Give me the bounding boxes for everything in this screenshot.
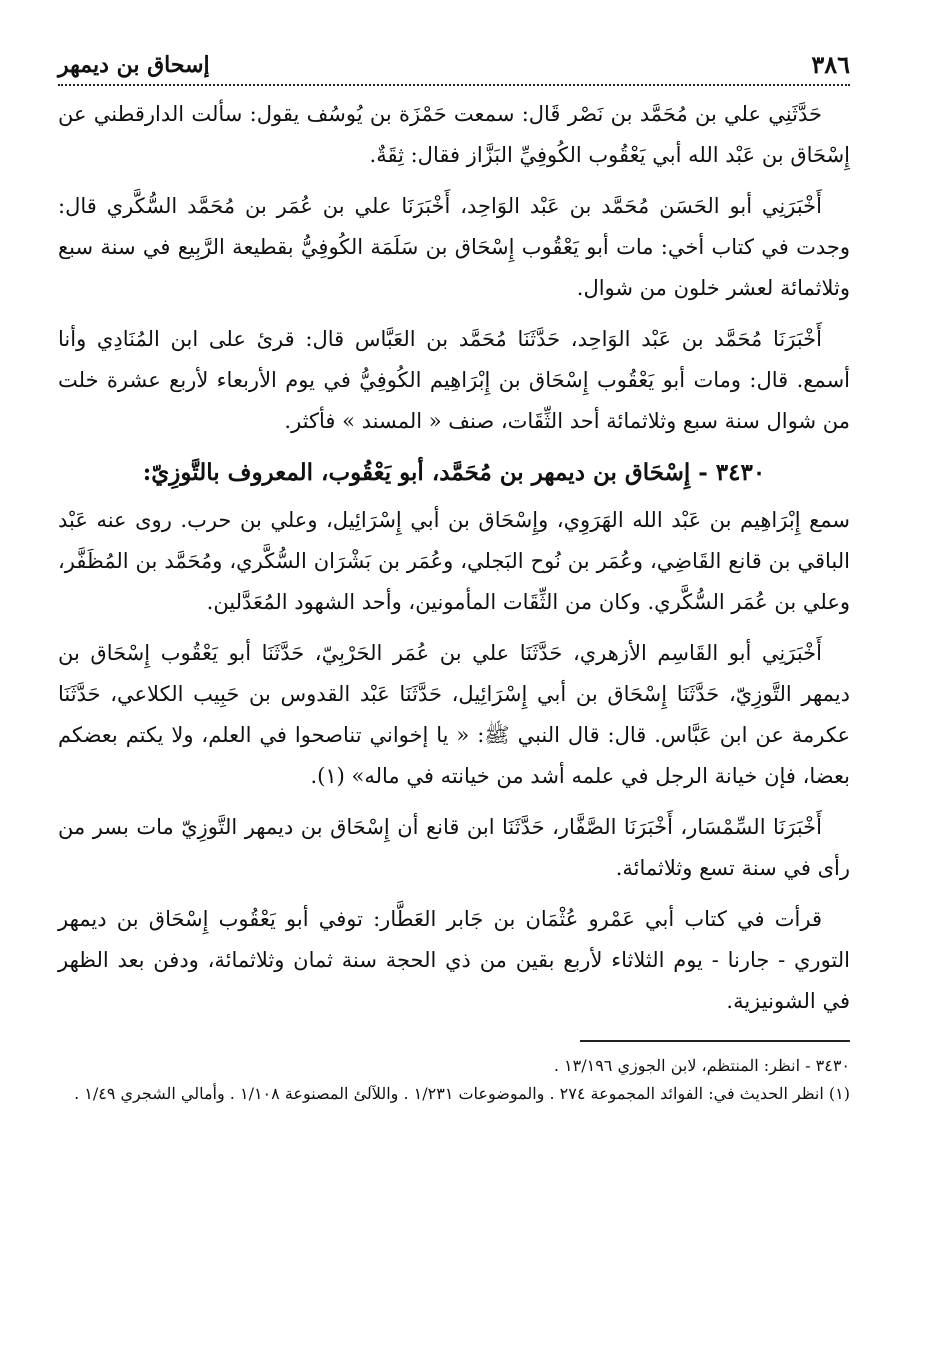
page-number: ٣٨٦ — [811, 50, 850, 79]
paragraph: سمع إِبْرَاهِيم بن عَبْد الله الهَرَوِي، وإِسْحَاق بن أبي إِسْرَائِيل، وعلي بن حرب. روى عنه عَبْد الباقي بن قانع القَاضِي، وعُمَر بن نُوح البَجلي، وعُمَر بن بَشْرَان السُّكَّري، ومُحَمَّد بن المُظَفَّر، وعلي بن عُمَر السُّكَّري. وكان من الثِّقَات المأمونين، وأحد الشهود المُعَدَّلين. — [58, 508, 850, 614]
paragraph: أَخْبَرَنِي أبو الحَسَن مُحَمَّد بن عَبْد الوَاحِد، أَخْبَرَنَا علي بن عُمَر بن مُحَمَّد السُّكَّري قال: وجدت في كتاب أخي: مات أبو يَعْقُوب إِسْحَاق بن سَلَمَة الكُوفِيُّ بقطيعة الرَّبِيع في سنة سبع وثلاثمائة لعشر خلون من شوال. — [58, 194, 850, 300]
running-title: إسحاق بن ديمهر — [58, 52, 210, 78]
paragraph: أَخْبَرَنَا السِّمْسَار، أَخْبَرَنَا الصَّفَّار، حَدَّثَنَا ابن قانع أن إِسْحَاق بن ديمهر التَّوزِيّ مات بسر من رأى في سنة تسع وثلاثمائة. — [58, 815, 850, 880]
footnote: (١) انظر الحديث في: الفوائد المجموعة ٢٧٤ . والموضوعات ١/٢٣١ . واللآلئ المصنوعة ١/١٠٨ . وأمالي الشجري ١/٤٩ . — [74, 1084, 850, 1103]
book-page — [58, 40, 850, 1108]
footnote: ٣٤٣٠ - انظر: المنتظم، لابن الجوزي ١٣/١٩٦ . — [553, 1056, 850, 1075]
footnotes — [58, 1052, 850, 1108]
paragraph: حَدَّثَنِي علي بن مُحَمَّد بن نَصْر قَال: سمعت حَمْزَة بن يُوسُف يقول: سألت الدارقطني عن إِسْحَاق بن عَبْد الله أبي يَعْقُوب الكُوفِيِّ البَزَّاز فقال: ثِقَةٌ. — [58, 102, 850, 167]
main-text — [58, 94, 850, 1022]
paragraph: أَخْبَرَنَا مُحَمَّد بن عَبْد الوَاحِد، حَدَّثَنَا مُحَمَّد بن العَبَّاس قال: قرئ على ابن المُنَادِي وأنا أسمع. قال: ومات أبو يَعْقُوب إِسْحَاق بن إِبْرَاهِيم الكُوفِيُّ في يوم الأربعاء لأربع عشرة خلت من شوال سنة سبع وثلاثمائة أحد الثِّقَات، صنف « المسند » فأكثر. — [58, 327, 850, 433]
entry-title: ٣٤٣٠ - إِسْحَاق بن ديمهر بن مُحَمَّد، أبو يَعْقُوب، المعروف بالتَّوزِيّ: — [142, 459, 766, 486]
running-header — [58, 40, 850, 86]
footnote-divider — [580, 1040, 850, 1042]
paragraph: قرأت في كتاب أبي عَمْرو عُثْمَان بن جَابر العَطَّار: توفي أبو يَعْقُوب إِسْحَاق بن ديمهر التوري - جارنا - يوم الثلاثاء لأربع بقين من ذي الحجة سنة ثمان وثلاثمائة، ودفن بعد الظهر في الشونيزية. — [58, 907, 850, 1013]
paragraph: أَخْبَرَنِي أبو القَاسِم الأزهري، حَدَّثَنَا علي بن عُمَر الحَرْبِيّ، حَدَّثَنَا أبو يَعْقُوب إِسْحَاق بن ديمهر التَّوزِيّ، حَدَّثَنَا إِسْحَاق بن أبي إِسْرَائِيل، حَدَّثَنَا عَبْد القدوس بن حَبِيب الكلاعي، حَدَّثَنَا عكرمة عن ابن عَبَّاس. قال: قال النبي ﷺ: « يا إخواني تناصحوا في العلم، ولا يكتم بعضكم بعضا، فإن خيانة الرجل في علمه أشد من خيانته في ماله» (١). — [58, 641, 850, 788]
